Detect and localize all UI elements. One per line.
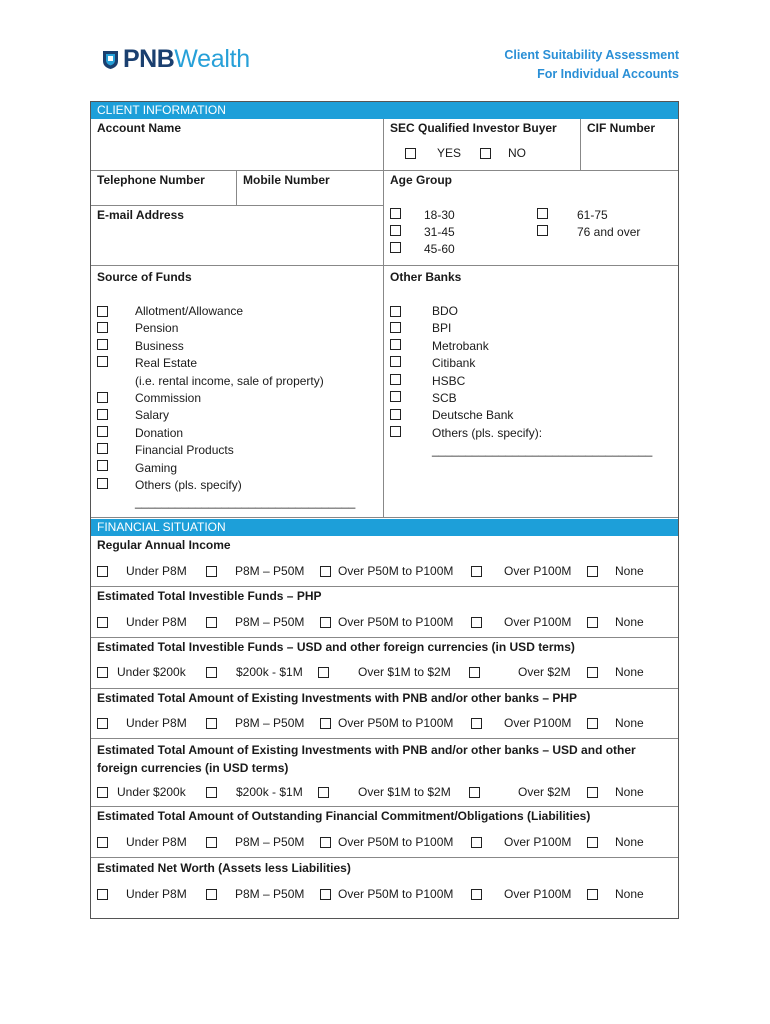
question-title: Estimated Total Investible Funds – PHP [97,589,322,603]
source-specify-line[interactable]: _________________________________ [135,495,356,510]
bank-checkbox[interactable] [390,306,401,317]
option-checkbox[interactable] [206,667,217,678]
bank-checkbox[interactable] [390,426,401,437]
source-option-label: Salary [135,408,170,423]
financial-situation-band: FINANCIAL SITUATION [91,519,678,536]
age-45-60-checkbox[interactable] [390,242,401,253]
source-option-label: Gaming [135,460,178,475]
pnb-shield-icon [102,49,119,70]
pnb-wealth-logo [102,44,250,74]
bank-checkbox[interactable] [390,356,401,367]
bank-checkbox[interactable] [390,374,401,385]
question-title: Estimated Total Amount of Existing Investments with PNB and/or other banks – PHP [97,691,578,705]
source-checkbox[interactable] [97,426,108,437]
age-31-45-checkbox[interactable] [390,225,401,236]
option-label: None [615,564,644,578]
question-title: Estimated Total Amount of Existing Investments with PNB and/or other banks – USD and other foreign currencies (in USD terms) [97,743,636,775]
option-label: Under P8M [126,615,187,629]
source-checkbox[interactable] [97,306,108,317]
option-checkbox[interactable] [206,787,217,798]
bank-option-label: Metrobank [432,338,489,353]
question-title: Estimated Net Worth (Assets less Liabilities) [97,861,351,875]
age-option-label: 76 and over [577,225,641,239]
option-checkbox[interactable] [97,889,108,900]
document-subtitle: For Individual Accounts [537,67,679,81]
document-title: Client Suitability Assessment [504,48,679,62]
option-label: None [615,785,644,799]
option-checkbox[interactable] [471,566,482,577]
option-checkbox[interactable] [206,837,217,848]
source-checkbox[interactable] [97,322,108,333]
option-checkbox[interactable] [587,566,598,577]
age-18-30-checkbox[interactable] [390,208,401,219]
bank-option-label: SCB [432,391,457,406]
source-options [135,303,355,512]
option-label: Over P50M to P100M [338,615,454,629]
option-label: Over P50M to P100M [338,564,454,578]
option-label: Over P100M [504,887,572,901]
source-checkbox[interactable] [97,339,108,350]
row-divider [91,806,678,807]
source-checkbox[interactable] [97,392,108,403]
option-label: P8M – P50M [235,615,305,629]
option-label: Under P8M [126,564,187,578]
bank-checkbox[interactable] [390,339,401,350]
option-checkbox[interactable] [318,787,329,798]
option-checkbox[interactable] [206,889,217,900]
option-checkbox[interactable] [97,566,108,577]
option-label: None [615,887,644,901]
row-divider [91,265,678,266]
option-label: Under $200k [117,665,186,679]
source-option-label: Donation [135,425,184,440]
sec-yes-checkbox[interactable] [405,148,416,159]
option-label: Under P8M [126,887,187,901]
question-title: Estimated Total Investible Funds – USD and other foreign currencies (in USD terms) [97,640,575,654]
option-label: Over P100M [504,615,572,629]
option-label: Over P50M to P100M [338,835,454,849]
row-divider [91,738,678,739]
source-checkbox[interactable] [97,356,108,367]
option-checkbox[interactable] [97,617,108,628]
source-checkbox[interactable] [97,478,108,489]
bank-option-label: BDO [432,304,459,318]
source-checkbox[interactable] [97,409,108,420]
logo-wealth-text: Wealth [174,44,250,73]
bank-checkbox[interactable] [390,391,401,402]
option-label: Under P8M [126,835,187,849]
option-checkbox[interactable] [206,617,217,628]
bank-options [432,303,652,460]
option-label: Over $2M [518,785,571,799]
option-checkbox[interactable] [587,617,598,628]
option-checkbox[interactable] [469,787,480,798]
column-divider [383,119,384,517]
row-divider [91,637,678,638]
source-option-label: Others (pls. specify) [135,478,242,493]
age-option-label: 31-45 [424,225,455,239]
option-label: P8M – P50M [235,564,305,578]
source-option-label: Commission [135,391,202,406]
age-76-over-checkbox[interactable] [537,225,548,236]
option-label: Over P100M [504,716,572,730]
source-option-label: Financial Products [135,443,234,458]
option-checkbox[interactable] [587,667,598,678]
source-option-label: Business [135,338,184,353]
column-divider [236,170,237,205]
logo-bank-text: PNB [123,44,175,73]
row-divider [91,517,678,518]
client-info-band: CLIENT INFORMATION [91,102,678,119]
option-checkbox[interactable] [97,667,108,678]
option-label: Over $1M to $2M [358,785,451,799]
source-checkbox[interactable] [97,443,108,454]
account-name-label: Account Name [97,121,182,135]
bank-option-label: Citibank [432,356,476,371]
option-label: P8M – P50M [235,887,305,901]
option-label: $200k - $1M [236,665,303,679]
option-label: Over P50M to P100M [338,716,454,730]
option-label: None [615,716,644,730]
age-group-label: Age Group [390,173,452,187]
bank-option-label: HSBC [432,373,466,388]
option-checkbox[interactable] [471,889,482,900]
option-checkbox[interactable] [206,566,217,577]
sec-qualified-label: SEC Qualified Investor Buyer [390,121,557,135]
option-checkbox[interactable] [587,837,598,848]
option-label: None [615,665,644,679]
source-option-label: Pension [135,321,179,336]
age-option-label: 18-30 [424,208,455,222]
telephone-label: Telephone Number [97,173,205,187]
source-option-label: (i.e. rental income, sale of property) [135,373,324,388]
option-label: Under P8M [126,716,187,730]
option-label: Over $1M to $2M [358,665,451,679]
mobile-label: Mobile Number [243,173,330,187]
column-divider [580,119,581,170]
option-checkbox[interactable] [206,718,217,729]
row-divider [91,205,383,206]
option-label: None [615,615,644,629]
email-label: E-mail Address [97,208,184,222]
source-option-label: Allotment/Allowance [135,304,244,318]
row-divider [91,586,678,587]
sec-no-checkbox[interactable] [480,148,491,159]
sec-yes-label: YES [437,146,462,160]
option-label: None [615,835,644,849]
source-option-label: Real Estate [135,356,198,371]
question-title: Estimated Total Amount of Outstanding Financial Commitment/Obligations (Liabilities) [97,809,591,823]
option-checkbox[interactable] [471,837,482,848]
option-checkbox[interactable] [587,889,598,900]
bank-checkbox[interactable] [390,322,401,333]
option-checkbox[interactable] [320,566,331,577]
option-checkbox[interactable] [320,718,331,729]
option-checkbox[interactable] [320,837,331,848]
bank-option-label: BPI [432,321,452,336]
age-61-75-checkbox[interactable] [537,208,548,219]
option-label: P8M – P50M [235,716,305,730]
source-checkbox[interactable] [97,460,108,471]
bank-option-label: Deutsche Bank [432,408,514,423]
age-option-label: 61-75 [577,208,608,222]
bank-checkbox[interactable] [390,409,401,420]
option-checkbox[interactable] [97,718,108,729]
sec-no-label: NO [508,146,526,160]
option-checkbox[interactable] [320,617,331,628]
option-checkbox[interactable] [587,787,598,798]
row-divider [91,857,678,858]
option-checkbox[interactable] [97,787,108,798]
other-banks-label: Other Banks [390,270,462,284]
row-divider [91,170,678,171]
option-label: Over P100M [504,835,572,849]
source-of-funds-label: Source of Funds [97,270,192,284]
option-checkbox[interactable] [469,667,480,678]
age-option-label: 45-60 [424,242,455,256]
option-checkbox[interactable] [587,718,598,729]
option-label: Over P50M to P100M [338,887,454,901]
option-label: Under $200k [117,785,186,799]
option-checkbox[interactable] [471,617,482,628]
option-label: Over P100M [504,564,572,578]
option-label: P8M – P50M [235,835,305,849]
option-label: Over $2M [518,665,571,679]
bank-option-label: Others (pls. specify): [432,425,543,440]
option-checkbox[interactable] [97,837,108,848]
option-checkbox[interactable] [471,718,482,729]
option-label: $200k - $1M [236,785,303,799]
row-divider [91,688,678,689]
question-title: Regular Annual Income [97,538,231,552]
bank-specify-line[interactable]: _________________________________ [432,443,653,458]
option-checkbox[interactable] [320,889,331,900]
option-checkbox[interactable] [318,667,329,678]
cif-number-label: CIF Number [587,121,656,135]
